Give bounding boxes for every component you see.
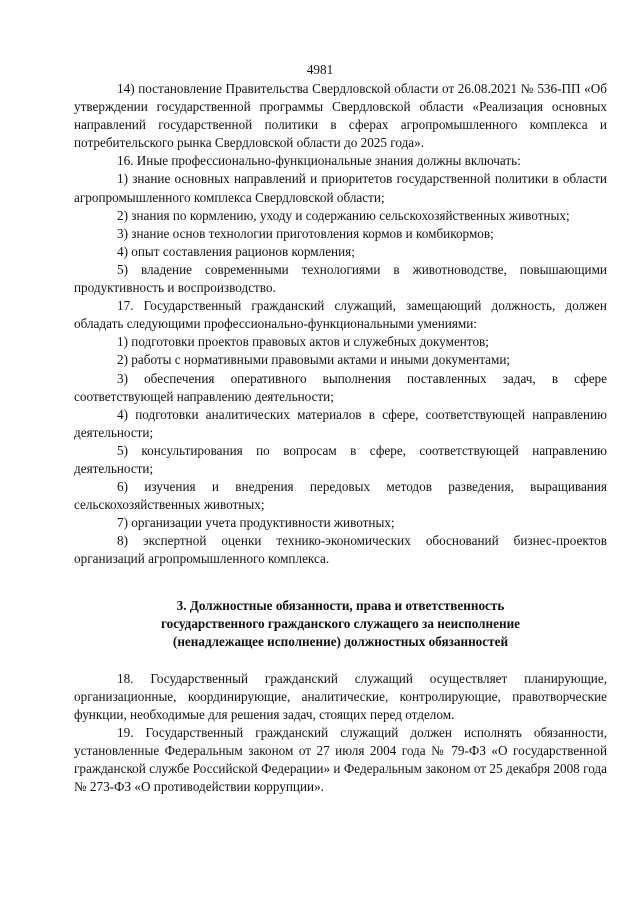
list-item-skill-6: 6) изучения и внедрения передовых методов разведения, выращивания сельскохозяйственных животных; — [74, 479, 607, 513]
list-item-knowledge-1: 1) знание основных направлений и приоритетов государственной политики в области агропромышленного комплекса Свердловской области; — [74, 171, 607, 205]
list-item-skill-4: 4) подготовки аналитических материалов в сфере, соответствующей направлению деятельности; — [74, 406, 607, 440]
paragraph-18: 18. Государственный гражданский служащий осуществляет планирующие, организационные, координирующие, аналитические, контролирующие, правотворческие функции, необходимые для решения задач, стоящих перед отделом. — [74, 670, 607, 722]
section-title-line-3: (ненадлежащее исполнение) должностных обязанностей — [172, 633, 509, 649]
paragraph-16-heading: 16. Иные профессионально-функциональные знания должны включать: — [117, 153, 521, 169]
list-item-knowledge-4: 4) опыт составления рационов кормления; — [117, 243, 355, 259]
paragraph-17-heading: 17. Государственный гражданский служащий, замещающий должность, должен обладать следующими профессионально-функциональными умениями: — [74, 298, 607, 332]
list-item-knowledge-2: 2) знания по кормлению, уходу и содержанию сельскохозяйственных животных; — [117, 207, 570, 223]
section-title-line-1: 3. Должностные обязанности, права и ответственность — [176, 597, 505, 613]
paragraph-item-14: 14) постановление Правительства Свердловской области от 26.08.2021 № 536-ПП «Об утверждении государственной программы Свердловской области «Реализация основных направлений государственной политики в сферах агропромышленного комплекса и потребительского рынка Свердловской области до 2025 года». — [74, 81, 607, 151]
list-item-knowledge-5: 5) владение современными технологиями в животноводстве, повышающими продуктивность и воспроизводство. — [74, 261, 607, 296]
section-title-line-2: государственного гражданского служащего за неисполнение — [160, 615, 521, 631]
list-item-skill-8: 8) экспертной оценки технико-экономических обоснований бизнес-проектов организаций агропромышленного комплекса. — [74, 533, 607, 567]
section-title — [74, 597, 607, 651]
list-item-skill-2: 2) работы с нормативными правовыми актами и иными документами; — [117, 352, 511, 368]
list-item-skill-5: 5) консультирования по вопросам в сфере, соответствующей направлению деятельности; — [74, 442, 607, 476]
list-item-skill-7: 7) организации учета продуктивности животных; — [117, 515, 395, 531]
list-item-skill-1: 1) подготовки проектов правовых актов и служебных документов; — [117, 334, 489, 350]
paragraph-19: 19. Государственный гражданский служащий должен исполнять обязанности, установленные Федеральным законом от 27 июля 2004 года № 79-ФЗ «О государственной гражданской службе Российской Федерации» и Федеральным законом от 25 декабря 2008 года № 273-ФЗ «О противодействии коррупции». — [74, 725, 607, 795]
list-item-knowledge-3: 3) знание основ технологии приготовления кормов и комбикормов; — [117, 225, 494, 241]
list-item-skill-3: 3) обеспечения оперативного выполнения поставленных задач, в сфере соответствующей направлению деятельности; — [74, 370, 607, 404]
page-number: 4981 — [306, 62, 334, 77]
document-body — [74, 80, 607, 796]
